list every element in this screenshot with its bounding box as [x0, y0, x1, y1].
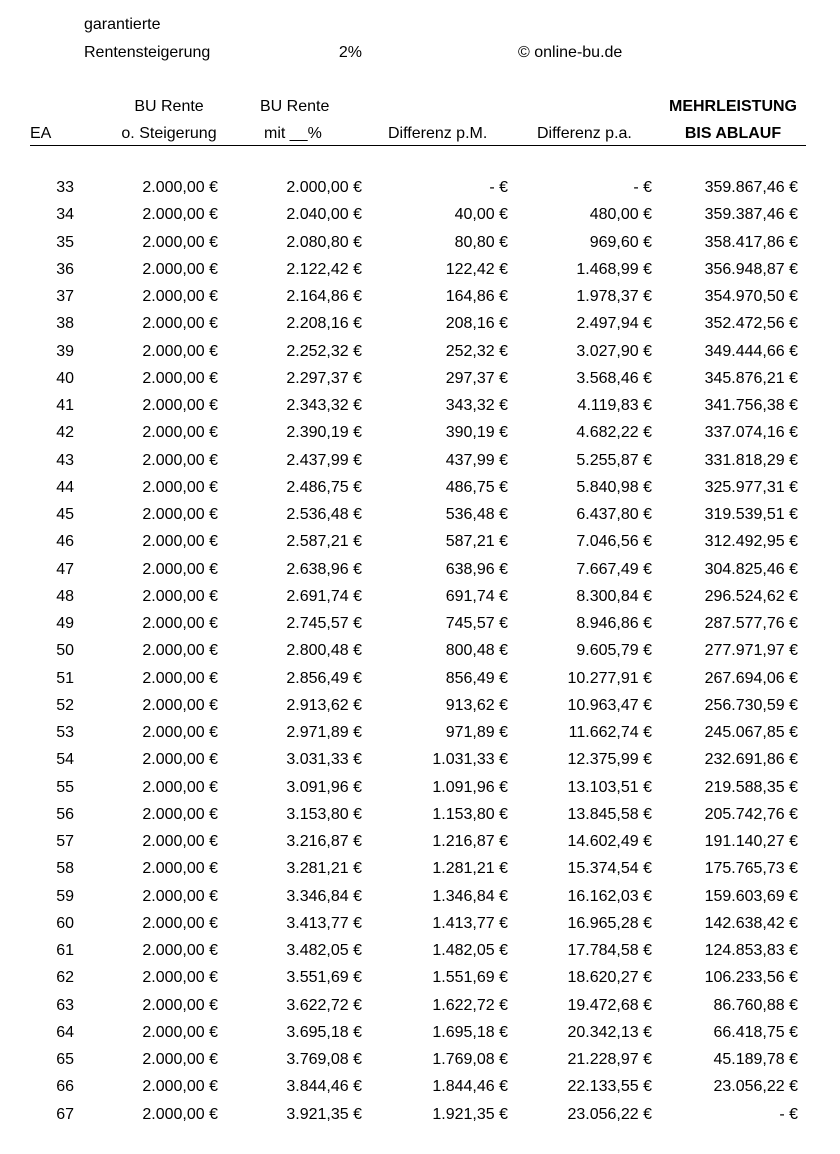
cell-diff-month: 1.346,84 € — [432, 887, 508, 905]
cell-mehrleistung: 45.189,78 € — [713, 1051, 798, 1068]
cell-mehrleistung: 345.876,21 € — [704, 369, 798, 387]
cell-diff-month: 437,99 € — [445, 451, 508, 469]
cell-bu-rente-base: 2.000,00 € — [142, 724, 218, 741]
cell-diff-month: 486,75 € — [445, 478, 508, 496]
cell-diff-month: 1.769,08 € — [432, 1051, 508, 1068]
cell-bu-rente-mit: 3.281,21 € — [286, 860, 362, 878]
cell-diff-year: 16.965,28 € — [567, 914, 652, 932]
cell-bu-rente-mit: 3.695,18 € — [286, 1023, 362, 1041]
cell-ea: 52 — [56, 696, 74, 714]
cell-diff-month: 1.413,77 € — [432, 914, 508, 932]
cell-bu-rente-mit: 2.745,57 € — [286, 615, 362, 632]
cell-bu-rente-mit: 2.297,37 € — [286, 369, 362, 387]
table-row — [0, 941, 840, 968]
cell-bu-rente-base: 2.000,00 € — [142, 424, 218, 442]
table-row — [0, 778, 840, 805]
cell-bu-rente-base: 2.000,00 € — [142, 1078, 218, 1096]
cell-ea: 60 — [56, 914, 74, 932]
cell-diff-year: 23.056,22 € — [567, 1105, 652, 1123]
cell-diff-month: 1.622,72 € — [432, 996, 508, 1014]
cell-bu-rente-mit: 3.216,87 € — [286, 833, 362, 850]
cell-diff-month: 80,80 € — [454, 233, 508, 251]
cell-mehrleistung: 124.853,83 € — [704, 942, 798, 959]
cell-mehrleistung: 352.472,56 € — [704, 315, 798, 333]
cell-bu-rente-mit: 3.482,05 € — [286, 942, 362, 959]
cell-ea: 61 — [56, 942, 74, 959]
cell-diff-year: 22.133,55 € — [567, 1078, 652, 1096]
cell-bu-rente-base: 2.000,00 € — [142, 914, 218, 932]
table-row — [0, 887, 840, 914]
table-row — [0, 669, 840, 696]
cell-diff-month: 1.551,69 € — [432, 969, 508, 987]
table-row — [0, 723, 840, 750]
table-row — [0, 1105, 840, 1132]
cell-ea: 53 — [56, 724, 74, 741]
table-row — [0, 1050, 840, 1077]
cell-mehrleistung: 337.074,16 € — [704, 424, 798, 442]
cell-diff-year: 1.468,99 € — [576, 260, 652, 278]
cell-mehrleistung: 296.524,62 € — [704, 587, 798, 605]
cell-ea: 37 — [56, 288, 74, 305]
cell-diff-month: 745,57 € — [445, 615, 508, 632]
cell-bu-rente-mit: 2.000,00 € — [286, 179, 362, 196]
cell-mehrleistung: 159.603,69 € — [704, 887, 798, 905]
cell-ea: 57 — [56, 833, 74, 850]
cell-diff-year: 4.682,22 € — [576, 424, 652, 442]
cell-diff-month: 122,42 € — [445, 260, 508, 278]
cell-bu-rente-mit: 2.164,86 € — [286, 288, 362, 305]
cell-bu-rente-mit: 2.913,62 € — [286, 696, 362, 714]
cell-ea: 40 — [56, 369, 74, 387]
cell-mehrleistung: 359.387,46 € — [704, 206, 798, 224]
table-row — [0, 423, 840, 450]
cell-diff-month: 971,89 € — [445, 724, 508, 741]
cell-diff-month: 536,48 € — [445, 506, 508, 523]
cell-diff-month: 343,32 € — [445, 397, 508, 414]
cell-ea: 55 — [56, 778, 74, 796]
cell-mehrleistung: 219.588,35 € — [704, 778, 798, 796]
cell-bu-rente-base: 2.000,00 € — [142, 778, 218, 796]
cell-ea: 64 — [56, 1023, 74, 1041]
cell-ea: 43 — [56, 451, 74, 469]
cell-bu-rente-mit: 2.856,49 € — [286, 669, 362, 687]
copyright-notice: © online-bu.de — [518, 44, 623, 61]
table-row — [0, 287, 840, 314]
cell-mehrleistung: 256.730,59 € — [704, 696, 798, 714]
cell-mehrleistung: 66.418,75 € — [713, 1023, 798, 1041]
cell-bu-rente-base: 2.000,00 € — [142, 1051, 218, 1068]
cell-bu-rente-base: 2.000,00 € — [142, 342, 218, 360]
cell-diff-month: - € — [489, 179, 508, 196]
cell-diff-year: 15.374,54 € — [567, 860, 652, 878]
table-row — [0, 369, 840, 396]
cell-ea: 54 — [56, 751, 74, 769]
cell-diff-month: 1.031,33 € — [432, 751, 508, 769]
cell-ea: 35 — [56, 233, 74, 251]
cell-bu-rente-mit: 2.971,89 € — [286, 724, 362, 741]
cell-diff-month: 1.844,46 € — [432, 1078, 508, 1096]
guarantee-label-line1: garantierte — [84, 16, 161, 33]
cell-ea: 65 — [56, 1051, 74, 1068]
cell-ea: 39 — [56, 342, 74, 360]
cell-ea: 59 — [56, 887, 74, 905]
table-row — [0, 205, 840, 232]
cell-mehrleistung: 312.492,95 € — [704, 533, 798, 551]
cell-bu-rente-mit: 2.343,32 € — [286, 397, 362, 414]
cell-bu-rente-base: 2.000,00 € — [142, 587, 218, 605]
cell-bu-rente-mit: 2.800,48 € — [286, 642, 362, 660]
cell-ea: 34 — [56, 206, 74, 224]
cell-mehrleistung: 341.756,38 € — [704, 397, 798, 414]
cell-bu-rente-base: 2.000,00 € — [142, 996, 218, 1014]
cell-ea: 51 — [56, 669, 74, 687]
cell-diff-month: 1.482,05 € — [432, 942, 508, 959]
cell-bu-rente-mit: 2.208,16 € — [286, 315, 362, 333]
cell-ea: 63 — [56, 996, 74, 1014]
table-row — [0, 641, 840, 668]
cell-diff-month: 1.695,18 € — [432, 1023, 508, 1041]
table-row — [0, 614, 840, 641]
cell-bu-rente-mit: 3.091,96 € — [286, 778, 362, 796]
cell-bu-rente-base: 2.000,00 € — [142, 179, 218, 196]
cell-mehrleistung: 304.825,46 € — [704, 560, 798, 578]
cell-diff-year: 13.845,58 € — [567, 805, 652, 823]
cell-bu-rente-base: 2.000,00 € — [142, 751, 218, 769]
table-row — [0, 451, 840, 478]
cell-ea: 46 — [56, 533, 74, 551]
column-header-diff-year: Differenz p.a. — [537, 125, 632, 142]
cell-diff-year: 969,60 € — [589, 233, 652, 251]
cell-bu-rente-base: 2.000,00 € — [142, 833, 218, 850]
cell-bu-rente-base: 2.000,00 € — [142, 560, 218, 578]
column-header-mit-line1: BU Rente — [260, 98, 330, 115]
cell-bu-rente-base: 2.000,00 € — [142, 478, 218, 496]
cell-ea: 62 — [56, 969, 74, 987]
cell-mehrleistung: 349.444,66 € — [704, 342, 798, 360]
cell-diff-year: 7.667,49 € — [576, 560, 652, 578]
cell-bu-rente-mit: 2.122,42 € — [286, 260, 362, 278]
cell-diff-year: 5.840,98 € — [576, 478, 652, 496]
cell-diff-month: 691,74 € — [445, 587, 508, 605]
cell-diff-year: 8.946,86 € — [576, 615, 652, 632]
cell-ea: 41 — [56, 397, 74, 414]
cell-bu-rente-base: 2.000,00 € — [142, 233, 218, 251]
cell-diff-year: 14.602,49 € — [567, 833, 652, 850]
column-header-diff-month: Differenz p.M. — [388, 125, 488, 142]
table-row — [0, 968, 840, 995]
cell-ea: 38 — [56, 315, 74, 333]
cell-diff-year: 20.342,13 € — [567, 1023, 652, 1041]
table-row — [0, 587, 840, 614]
cell-bu-rente-base: 2.000,00 € — [142, 887, 218, 905]
cell-ea: 44 — [56, 478, 74, 496]
cell-ea: 33 — [56, 179, 74, 196]
cell-bu-rente-mit: 3.551,69 € — [286, 969, 362, 987]
cell-ea: 66 — [56, 1078, 74, 1096]
cell-bu-rente-mit: 2.390,19 € — [286, 424, 362, 442]
cell-diff-year: 17.784,58 € — [567, 942, 652, 959]
cell-mehrleistung: 142.638,42 € — [704, 914, 798, 932]
cell-bu-rente-base: 2.000,00 € — [142, 369, 218, 387]
cell-mehrleistung: 205.742,76 € — [704, 805, 798, 823]
cell-diff-month: 164,86 € — [445, 288, 508, 305]
table-row — [0, 314, 840, 341]
cell-bu-rente-base: 2.000,00 € — [142, 533, 218, 551]
cell-mehrleistung: 287.577,76 € — [704, 615, 798, 632]
column-header-base-line1: BU Rente — [134, 98, 204, 115]
cell-bu-rente-base: 2.000,00 € — [142, 315, 218, 333]
cell-bu-rente-mit: 2.536,48 € — [286, 506, 362, 523]
cell-ea: 50 — [56, 642, 74, 660]
cell-bu-rente-base: 2.000,00 € — [142, 669, 218, 687]
cell-mehrleistung: 359.867,46 € — [704, 179, 798, 196]
cell-mehrleistung: 23.056,22 € — [713, 1078, 798, 1096]
cell-ea: 56 — [56, 805, 74, 823]
cell-diff-year: 8.300,84 € — [576, 587, 652, 605]
table-row — [0, 233, 840, 260]
cell-bu-rente-base: 2.000,00 € — [142, 260, 218, 278]
column-header-mehrleistung-line1: MEHRLEISTUNG — [669, 98, 797, 115]
cell-mehrleistung: 191.140,27 € — [704, 833, 798, 850]
column-header-base-line2: o. Steigerung — [121, 125, 217, 142]
cell-diff-year: 19.472,68 € — [567, 996, 652, 1014]
cell-bu-rente-mit: 2.252,32 € — [286, 342, 362, 360]
table-row — [0, 1023, 840, 1050]
cell-bu-rente-mit: 3.346,84 € — [286, 887, 362, 905]
cell-mehrleistung: 331.818,29 € — [704, 451, 798, 469]
cell-bu-rente-base: 2.000,00 € — [142, 288, 218, 305]
table-row — [0, 805, 840, 832]
table-row — [0, 532, 840, 559]
cell-ea: 42 — [56, 424, 74, 442]
cell-diff-year: 6.437,80 € — [576, 506, 652, 523]
cell-bu-rente-base: 2.000,00 € — [142, 969, 218, 987]
cell-ea: 58 — [56, 860, 74, 878]
cell-bu-rente-base: 2.000,00 € — [142, 942, 218, 959]
cell-diff-year: 480,00 € — [589, 206, 652, 224]
cell-bu-rente-base: 2.000,00 € — [142, 397, 218, 414]
cell-bu-rente-mit: 3.844,46 € — [286, 1078, 362, 1096]
cell-diff-month: 1.281,21 € — [432, 860, 508, 878]
cell-diff-year: 10.963,47 € — [567, 696, 652, 714]
cell-mehrleistung: 175.765,73 € — [704, 860, 798, 878]
cell-diff-year: 3.027,90 € — [576, 342, 652, 360]
cell-diff-year: 13.103,51 € — [567, 778, 652, 796]
cell-diff-year: 12.375,99 € — [567, 751, 652, 769]
cell-diff-month: 40,00 € — [454, 206, 508, 224]
header-divider-line — [30, 145, 806, 146]
cell-bu-rente-base: 2.000,00 € — [142, 642, 218, 660]
cell-ea: 45 — [56, 506, 74, 523]
guarantee-label-line2: Rentensteigerung — [84, 44, 211, 61]
cell-bu-rente-mit: 3.153,80 € — [286, 805, 362, 823]
column-header-mit-line2: mit __% — [264, 125, 322, 142]
table-row — [0, 832, 840, 859]
cell-bu-rente-base: 2.000,00 € — [142, 615, 218, 632]
table-row — [0, 505, 840, 532]
cell-diff-month: 800,48 € — [445, 642, 508, 660]
guarantee-rate-value: 2% — [338, 44, 362, 61]
cell-bu-rente-base: 2.000,00 € — [142, 1105, 218, 1123]
cell-ea: 49 — [56, 615, 74, 632]
cell-mehrleistung: 277.971,97 € — [704, 642, 798, 660]
cell-bu-rente-mit: 2.080,80 € — [286, 233, 362, 251]
cell-bu-rente-base: 2.000,00 € — [142, 696, 218, 714]
cell-diff-year: 18.620,27 € — [567, 969, 652, 987]
cell-diff-year: 5.255,87 € — [576, 451, 652, 469]
cell-bu-rente-base: 2.000,00 € — [142, 860, 218, 878]
cell-bu-rente-mit: 3.031,33 € — [286, 751, 362, 769]
cell-bu-rente-base: 2.000,00 € — [142, 1023, 218, 1041]
cell-bu-rente-mit: 2.638,96 € — [286, 560, 362, 578]
cell-diff-year: - € — [633, 179, 652, 196]
cell-bu-rente-base: 2.000,00 € — [142, 805, 218, 823]
table-row — [0, 260, 840, 287]
cell-ea: 48 — [56, 587, 74, 605]
cell-diff-month: 913,62 € — [445, 696, 508, 714]
cell-mehrleistung: - € — [779, 1105, 798, 1123]
cell-diff-month: 297,37 € — [445, 369, 508, 387]
cell-mehrleistung: 325.977,31 € — [704, 478, 798, 496]
cell-diff-year: 11.662,74 € — [568, 724, 652, 741]
cell-mehrleistung: 356.948,87 € — [704, 260, 798, 278]
cell-bu-rente-mit: 3.413,77 € — [286, 914, 362, 932]
cell-diff-month: 390,19 € — [445, 424, 508, 442]
table-row — [0, 178, 840, 205]
cell-ea: 36 — [56, 260, 74, 278]
table-row — [0, 996, 840, 1023]
column-header-mehrleistung-line2: BIS ABLAUF — [684, 125, 782, 142]
cell-ea: 47 — [56, 560, 74, 578]
table-row — [0, 342, 840, 369]
cell-bu-rente-mit: 2.587,21 € — [286, 533, 362, 551]
cell-mehrleistung: 354.970,50 € — [704, 288, 798, 305]
table-row — [0, 560, 840, 587]
cell-diff-month: 252,32 € — [445, 342, 508, 360]
cell-diff-year: 21.228,97 € — [567, 1051, 652, 1068]
table-row — [0, 478, 840, 505]
cell-diff-year: 9.605,79 € — [576, 642, 652, 660]
table-row — [0, 859, 840, 886]
cell-diff-year: 4.119,83 € — [577, 397, 652, 414]
table-row — [0, 1077, 840, 1104]
cell-diff-month: 856,49 € — [445, 669, 508, 687]
cell-bu-rente-mit: 3.622,72 € — [286, 996, 362, 1014]
cell-diff-year: 7.046,56 € — [576, 533, 652, 551]
table-row — [0, 396, 840, 423]
cell-diff-year: 16.162,03 € — [567, 887, 652, 905]
cell-diff-month: 208,16 € — [445, 315, 508, 333]
cell-bu-rente-base: 2.000,00 € — [142, 451, 218, 469]
cell-bu-rente-mit: 2.040,00 € — [286, 206, 362, 224]
cell-diff-month: 1.216,87 € — [432, 833, 508, 850]
cell-diff-month: 1.153,80 € — [432, 805, 508, 823]
cell-diff-month: 638,96 € — [445, 560, 508, 578]
cell-mehrleistung: 319.539,51 € — [704, 506, 798, 523]
cell-bu-rente-mit: 2.437,99 € — [286, 451, 362, 469]
cell-diff-year: 2.497,94 € — [576, 315, 652, 333]
cell-bu-rente-base: 2.000,00 € — [142, 506, 218, 523]
table-row — [0, 914, 840, 941]
cell-diff-year: 3.568,46 € — [576, 369, 652, 387]
cell-bu-rente-mit: 3.921,35 € — [286, 1105, 362, 1123]
cell-diff-year: 10.277,91 € — [567, 669, 652, 687]
cell-bu-rente-base: 2.000,00 € — [142, 206, 218, 224]
cell-bu-rente-mit: 3.769,08 € — [286, 1051, 362, 1068]
cell-mehrleistung: 106.233,56 € — [704, 969, 798, 987]
cell-diff-year: 1.978,37 € — [576, 288, 652, 305]
cell-ea: 67 — [56, 1105, 74, 1123]
cell-diff-month: 587,21 € — [445, 533, 508, 551]
table-row — [0, 696, 840, 723]
cell-bu-rente-mit: 2.691,74 € — [286, 587, 362, 605]
cell-diff-month: 1.091,96 € — [432, 778, 508, 796]
cell-mehrleistung: 358.417,86 € — [704, 233, 798, 251]
cell-diff-month: 1.921,35 € — [432, 1105, 508, 1123]
cell-bu-rente-mit: 2.486,75 € — [286, 478, 362, 496]
column-header-ea: EA — [30, 125, 52, 142]
cell-mehrleistung: 86.760,88 € — [713, 996, 798, 1014]
cell-mehrleistung: 245.067,85 € — [704, 724, 798, 741]
table-row — [0, 750, 840, 777]
cell-mehrleistung: 232.691,86 € — [704, 751, 798, 769]
cell-mehrleistung: 267.694,06 € — [704, 669, 798, 687]
